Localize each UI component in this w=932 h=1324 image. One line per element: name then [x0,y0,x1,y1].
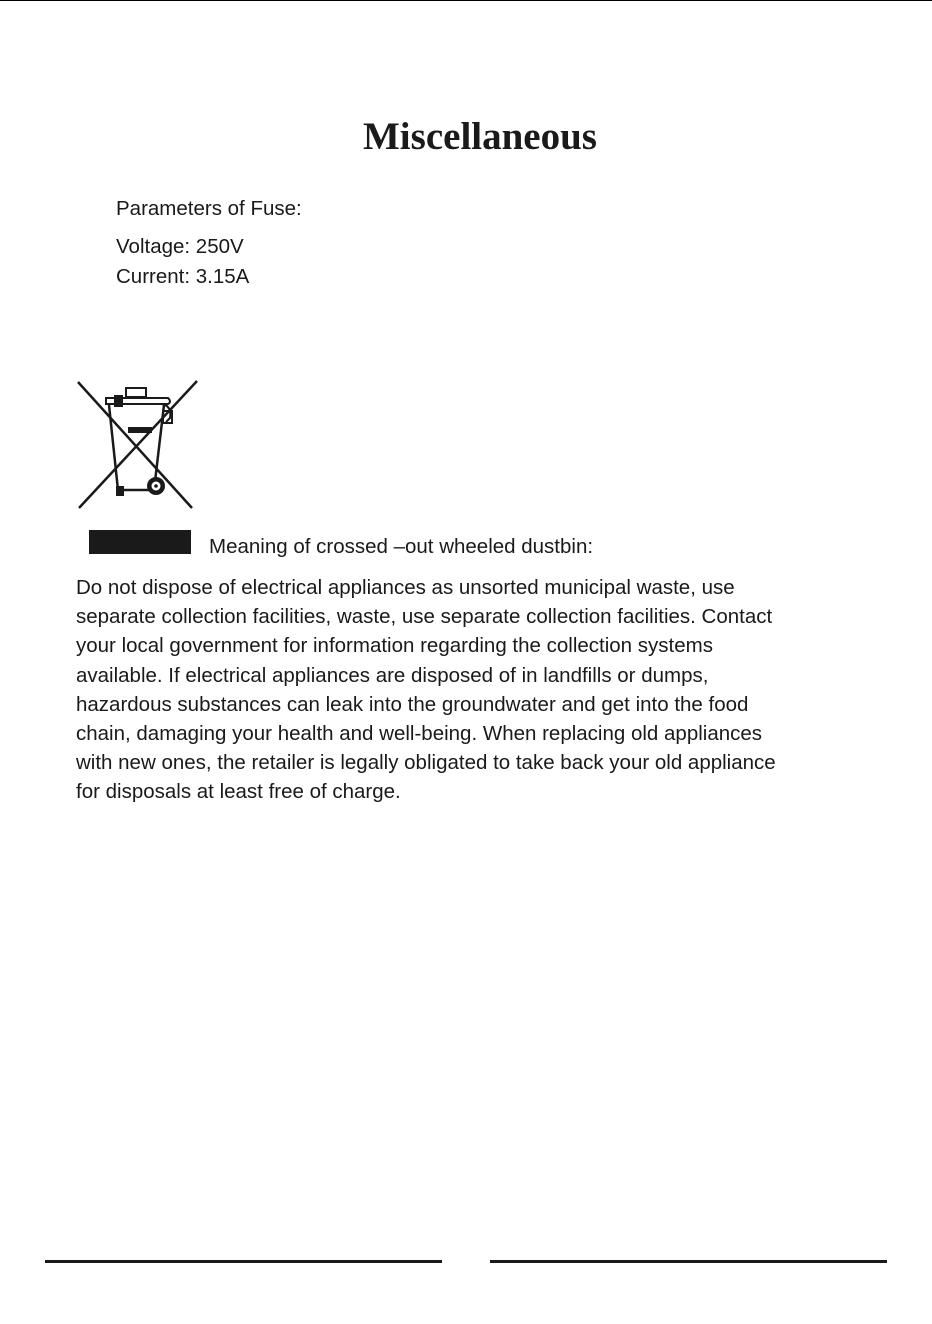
paragraph-line: hazardous substances can leak into the groundwater and get into the food [76,692,749,716]
fuse-parameters [116,232,249,291]
page-title: Miscellaneous [363,115,597,158]
top-border-rule [0,0,932,1]
paragraph-line: Do not dispose of electrical appliances as unsorted municipal waste, use [76,576,735,599]
paragraph-line: your local government for information regarding the collection systems [76,634,713,658]
solid-bar-symbol [89,530,191,554]
footer-rule-left [45,1260,442,1263]
paragraph-line: with new ones, the retailer is legally obligated to take back your old appliance [76,751,776,775]
paragraph-line: separate collection facilities, waste, use separate collection facilities. Contact [76,605,773,629]
disposal-paragraph [76,573,866,807]
crossed-out-wheeled-bin-icon [76,378,200,512]
fuse-parameters-heading: Parameters of Fuse: [116,197,302,220]
fuse-current: Current: 3.15A [116,264,250,288]
paragraph-line: chain, damaging your health and well-being. When replacing old appliances [76,722,763,746]
fuse-voltage: Voltage: 250V [116,235,244,258]
paragraph-line: available. If electrical appliances are disposed of in landfills or dumps, [76,663,709,687]
footer-rule-right [490,1260,887,1263]
bin-meaning-label: Meaning of crossed –out wheeled dustbin: [209,535,594,558]
paragraph-line: for disposals at least free of charge. [76,780,401,804]
